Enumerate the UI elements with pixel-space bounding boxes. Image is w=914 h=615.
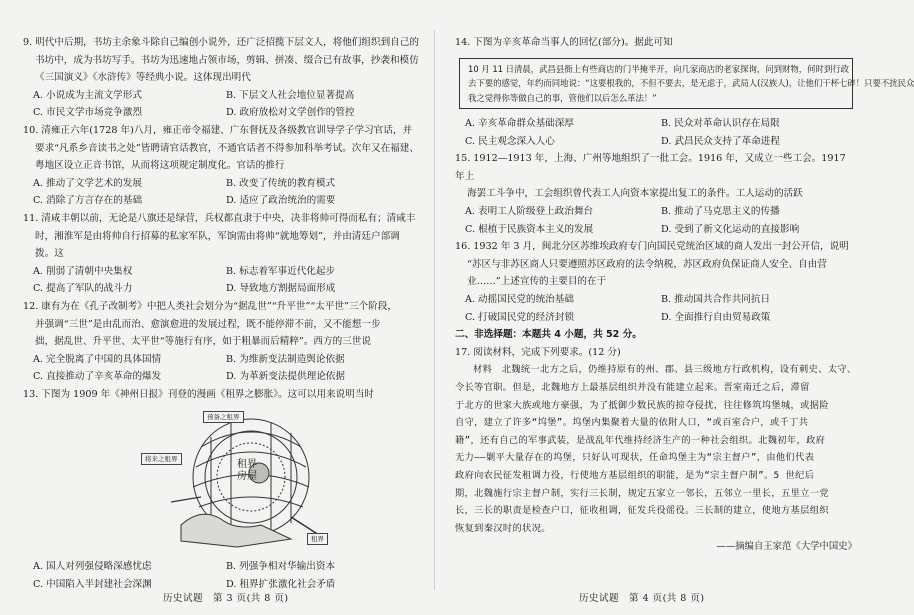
- stem-line: 拙，据乱世、升平世、太平世“等施行有序，如于粗暴而后精粹”。西方的三世说: [35, 336, 371, 348]
- stem-line: 海罢工斗争中，工会组织曾代表工人向资本家提出复工的条件。工人运动的活跃: [467, 188, 803, 200]
- stem-line: 业……”上述宣传的主要目的在于: [467, 276, 607, 288]
- option-d[interactable]: D. 租界扩张激化社会矛盾: [226, 579, 336, 591]
- stem-line: 粤地区设立正音书馆，从而将这项规定制度化。官话的推行: [35, 160, 285, 172]
- material-line: 自守，建立了许多“坞堡”。坞堡内集聚着大量的依附人口，“或百室合户，或千丁共: [455, 417, 809, 429]
- material-line: 政府向农民征发租调力役，行使地方基层组织的职能，是为“宗主督户制”。5 世纪后: [455, 469, 815, 481]
- option-a[interactable]: A. 削弱了清朝中央集权: [33, 265, 133, 277]
- option-a[interactable]: A. 小说成为主流文学形式: [33, 89, 142, 101]
- stem-line: 时，湘淮军是由将帅自行招募的私家军队，军饷需由将帅“就地筹划”，并由清廷户部调: [35, 230, 400, 242]
- question-10-stem: [23, 122, 419, 175]
- question-17-stem: [455, 344, 857, 362]
- option-c[interactable]: C. 消除了方言存在的基础: [33, 195, 143, 207]
- option-b[interactable]: B. 列强争相对华输出资本: [226, 561, 336, 573]
- cartoon-char: 房: [237, 471, 247, 483]
- quote-line: 去下要的感觉，年约而同地说：“这要根我的，不但不要去，是无虑于，武局人(汉族人)，让他们干杯七碎！只要不扰民众: [468, 78, 914, 89]
- right-page: [437, 0, 914, 615]
- option-d[interactable]: D. 政府放松对文学创作的管控: [226, 107, 355, 119]
- option-b[interactable]: B. 为维新变法制造舆论依据: [226, 353, 345, 365]
- material-line: 材料 北魏统一北方之后，仍维持原有的州、郡、县三级地方行政机构，设有刺史、太守、: [473, 364, 857, 376]
- option-b[interactable]: B. 推动了马克思主义的传播: [661, 206, 780, 218]
- option-a[interactable]: A. 动摇国民党的统治基础: [465, 294, 574, 306]
- option-b[interactable]: B. 改变了传统的教育模式: [226, 177, 336, 189]
- question-16-options: [455, 291, 857, 326]
- question-12-stem: [23, 298, 419, 351]
- right-page-content: [455, 34, 914, 556]
- material-line: 籍”，还有自己的军事武装，是战乱年代维持经济生产的一种社会组织。北魏初年，政府: [455, 434, 826, 446]
- question-16-stem: [455, 238, 857, 291]
- question-13: [23, 386, 419, 594]
- left-page-content: [23, 34, 419, 594]
- stem-line: 14. 下图为辛亥革命当事人的回忆(部分)。据此可知: [455, 37, 673, 48]
- material-line: 无力——剿平大量存在的坞堡，只好认可现状，任命坞堡主为“宗主督户”，由他们代表: [455, 452, 815, 464]
- material-line: 长，三长的职责是检查户口，征收租调，征发兵役徭役。三长制的建立，使地方基层组织: [455, 505, 829, 517]
- option-c[interactable]: C. 市民文学市场竞争激烈: [33, 107, 143, 119]
- option-b[interactable]: B. 下层文人社会地位显著提高: [226, 89, 355, 101]
- stem-line: 并强调“三世”是由乱而治、愈演愈进的发展过程，既不能停滞不前，又不能想一步: [35, 318, 381, 330]
- question-14-options: [455, 115, 857, 150]
- stem-line: “苏区与非苏区商人只要遵照苏区政府的法令纳税，苏区政府负保证商人安全、自由营: [467, 258, 827, 270]
- cartoon-label-reserved: 预备之租界: [203, 411, 244, 423]
- quote-line: 10 月 11 日清晨，武昌县衙上有些商店的门半掩半开，向几家商店的老家探询，问到财物，何时到行政: [468, 63, 850, 74]
- option-d[interactable]: D. 受到了新文化运动的直接影响: [661, 223, 800, 235]
- option-b[interactable]: B. 推动国共合作共同抗日: [661, 294, 771, 306]
- option-d[interactable]: D. 为革新变法提供理论依据: [226, 371, 345, 383]
- stem-line: 拨。这: [35, 248, 64, 260]
- question-14-stem: [455, 34, 857, 52]
- option-b[interactable]: B. 标志着军事近代化起步: [226, 265, 336, 277]
- option-d[interactable]: D. 适应了政治统治的需要: [226, 195, 336, 207]
- stem-line: 16. 1932 年 3 月，闽北分区苏维埃政府专门向国民党统治区域的商人发出一封公开信，说明: [455, 241, 849, 253]
- option-c[interactable]: C. 打破国民党的经济封锁: [465, 311, 575, 323]
- stem-line: 11. 清咸丰朝以前，无论是八旗还是绿营，兵权都直隶于中央，决非将帅可得而私有；清咸丰: [23, 212, 416, 224]
- section-title: 二、非选择题：本题共 4 小题，共 52 分。: [455, 329, 642, 341]
- option-b[interactable]: B. 民众对革命认识存在局限: [661, 118, 780, 130]
- option-d[interactable]: D. 导致地方割据局面形成: [226, 283, 336, 295]
- cartoon-concession-expansion: [141, 407, 351, 555]
- option-a[interactable]: A. 表明工人阶级登上政治舞台: [465, 206, 594, 218]
- page-divider: [434, 30, 435, 590]
- material-line: 期，北魏施行宗主督户制，实行三长制，规定五家立一邻长，五邻立一里长，五里立一党: [455, 487, 829, 499]
- question-11-stem: [23, 210, 419, 263]
- question-11: [23, 210, 419, 298]
- cartoon-inner-text: [237, 459, 257, 483]
- cartoon-char: 租: [237, 459, 247, 471]
- material-text: [455, 361, 857, 537]
- stem-line: 要求“凡系乡音读书之处”皆聘请官话教官，不通官话者不得参加科举考试。次年又在福建、: [35, 142, 419, 154]
- question-16: [455, 238, 857, 326]
- memoir-quote-box: [459, 58, 914, 110]
- option-d[interactable]: D. 武昌民众支持了革命进程: [661, 135, 780, 147]
- stem-line: 15. 1912—1913 年，上海、广州等地组织了一批工会。1916 年，又成立一些工会。1917 年上: [455, 153, 846, 182]
- question-10: [23, 122, 419, 210]
- stem-line: 17. 阅读材料，完成下列要求。(12 分): [455, 346, 621, 358]
- option-a[interactable]: A. 推动了文学艺术的发展: [33, 177, 142, 189]
- option-c[interactable]: C. 提高了军队的战斗力: [33, 283, 133, 295]
- question-17: [455, 344, 857, 556]
- question-13-options: [23, 558, 419, 593]
- option-c[interactable]: C. 中国陷入半封建社会深渊: [33, 579, 152, 591]
- question-15-options: [455, 203, 857, 238]
- material-source: ——摘编自王家范《大学中国史》: [716, 541, 857, 553]
- question-9-options: [23, 87, 419, 122]
- page-footer: 历史试题 第 3 页(共 8 页): [163, 593, 289, 604]
- question-10-options: [23, 175, 419, 210]
- material-line: 恢复到秦汉时的状况。: [455, 522, 551, 534]
- quote-line: 我之觉得你等做自己的事，管他们以后怎么革法！”: [468, 92, 657, 103]
- cartoon-label-future: 将来之租界: [141, 453, 182, 465]
- stem-line: 13. 下图为 1909 年《神州日报》刊登的漫画《租界之膨胀》。这可以用来说明当时: [23, 388, 375, 400]
- page-footer: 历史试题 第 4 页(共 8 页): [579, 593, 705, 604]
- stem-line: 12. 康有为在《孔子改制考》中把人类社会划分为“据乱世”“升平世”“太平世”三个阶段，: [23, 300, 397, 312]
- material-line: 于北方的世家大族或地方豪强，为了抵御少数民族的掠夺侵扰，往往修筑坞堡城，或据险: [455, 399, 829, 411]
- stem-line: 9. 明代中后期，书坊主余象斗除自己编创小说外，还广泛招揽下层文人，将他们组织到自己的: [23, 37, 419, 48]
- question-13-stem: [23, 386, 419, 404]
- question-15: [455, 150, 857, 238]
- question-12-options: [23, 351, 419, 386]
- cartoon-char: 屋: [247, 471, 257, 483]
- option-a[interactable]: A. 辛亥革命群众基础深厚: [465, 118, 574, 130]
- option-a[interactable]: A. 完全脱离了中国的具体国情: [33, 353, 162, 365]
- stem-line: 10. 清雍正六年(1728 年)八月，雍正帝令福建、广东督抚及各级教官训导学子学习官话，并: [23, 124, 413, 136]
- option-c[interactable]: C. 直接推动了辛亥革命的爆发: [33, 371, 162, 383]
- option-d[interactable]: D. 全面推行自由贸易政策: [661, 311, 771, 323]
- left-page: [0, 0, 433, 615]
- material-line: 令长等官职。但是，北魏地方上最基层组织并没有能建立起来。晋室南迁之后，滞留: [455, 382, 810, 393]
- question-9-stem: [23, 34, 419, 87]
- question-12: [23, 298, 419, 386]
- question-9: [23, 34, 419, 122]
- stem-line: 《三国演义》《水浒传》等经典小说。这体现出明代: [35, 72, 251, 84]
- option-c[interactable]: C. 根植于民族资本主义的发展: [465, 223, 594, 235]
- option-a[interactable]: A. 国人对列强侵略深感忧虑: [33, 561, 152, 573]
- option-c[interactable]: C. 民主观念深入人心: [465, 135, 555, 147]
- cartoon-char: 界: [247, 459, 257, 471]
- question-15-stem: [455, 150, 857, 203]
- question-14: [455, 34, 914, 150]
- stem-line: 书坊中，成为书坊写手。书坊为迅速地占领市场，剪辑、拼凑、缀合已有故事，抄袭和模仿: [35, 54, 419, 66]
- cartoon-label-concession: 租界: [307, 533, 328, 545]
- question-11-options: [23, 263, 419, 298]
